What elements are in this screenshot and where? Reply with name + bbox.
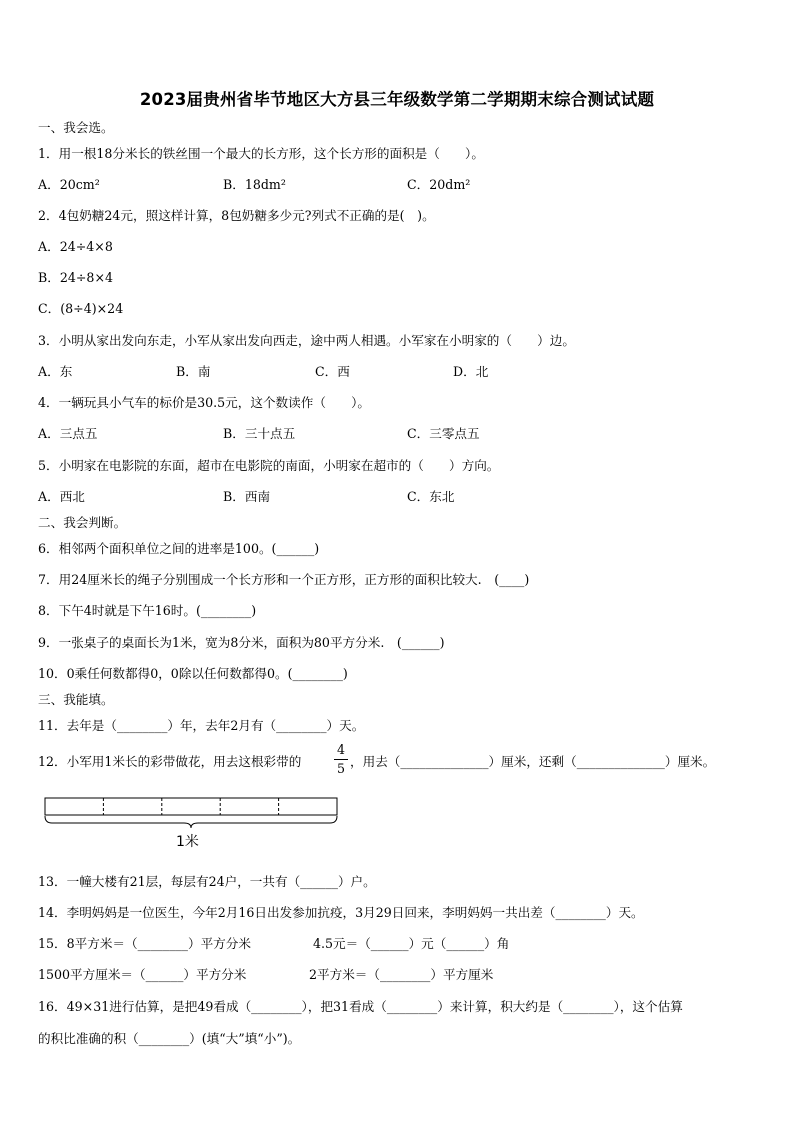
q2-option-b: B．24÷8×4: [38, 270, 114, 285]
question-2: 2．4包奶糖24元，照这样计算，8包奶糖多少元?列式不正确的是( )。: [38, 208, 435, 223]
section-heading-judge: 二、我会判断。: [38, 515, 127, 530]
ribbon-length-label: 1米: [176, 834, 199, 850]
question-12-before: 12．小军用1米长的彩带做花，用去这根彩带的: [38, 754, 302, 769]
section-heading-choice: 一、我会选。: [38, 120, 114, 135]
q3-option-b: B．南: [176, 364, 211, 379]
question-7: 7．用24厘米长的绳子分别围成一个长方形和一个正方形，正方形的面积比较大. (____): [38, 572, 530, 587]
q2-option-c: C．(8÷4)×24: [38, 301, 124, 316]
question-16-line2: 的积比准确的积（________）(填“大”填“小”)。: [38, 1031, 301, 1046]
q1-option-c: C．20dm²: [407, 177, 471, 192]
ribbon-diagram: [44, 797, 340, 829]
question-1: 1．用一根18分米长的铁丝围一个最大的长方形，这个长方形的面积是（ ）。: [38, 146, 484, 161]
question-9: 9．一张桌子的桌面长为1米，宽为8分米，面积为80平方分米. (______): [38, 635, 445, 650]
q3-option-d: D．北: [453, 364, 489, 379]
q4-option-c: C．三零点五: [407, 426, 480, 441]
question-10: 10．0乘任何数都得0，0除以任何数都得0。(________): [38, 666, 348, 681]
question-8: 8．下午4时就是下午16时。(________): [38, 603, 257, 618]
section-heading-fill: 三、我能填。: [38, 692, 114, 707]
fraction-numerator: 4: [336, 742, 345, 757]
q3-option-a: A．东: [38, 364, 73, 379]
q4-option-a: A．三点五: [38, 426, 98, 441]
question-4: 4．一辆玩具小气车的标价是30.5元，这个数读作（ ）。: [38, 395, 371, 410]
q4-option-b: B．三十点五: [223, 426, 296, 441]
question-12-after: ，用去（______________）厘米，还剩（______________）厘米。: [350, 754, 716, 769]
page-title: 2023届贵州省毕节地区大方县三年级数学第二学期期末综合测试试题: [139, 90, 655, 109]
question-15-line1a: 15．8平方米＝（________）平方分米: [38, 936, 251, 951]
q1-option-b: B．18dm²: [223, 177, 286, 192]
question-14: 14．李明妈妈是一位医生，今年2月16日出发参加抗疫，3月29日回来，李明妈妈一共出差（________）天。: [38, 905, 644, 920]
question-3: 3．小明从家出发向东走，小军从家出发向西走，途中两人相遇。小军家在小明家的（ ）边。: [38, 333, 575, 348]
question-15-line1b: 4.5元＝（______）元（______）角: [313, 936, 510, 951]
q5-option-b: B．西南: [223, 489, 271, 504]
fraction-four-fifths: [334, 742, 348, 777]
q3-option-c: C．西: [315, 364, 350, 379]
question-15-line2b: 2平方米＝（________）平方厘米: [309, 967, 494, 982]
question-5: 5．小明家在电影院的东面，超市在电影院的南面，小明家在超市的（ ）方向。: [38, 458, 500, 473]
ribbon-rect: [45, 798, 337, 815]
fraction-denominator: 5: [336, 761, 345, 776]
q2-option-a: A．24÷4×8: [38, 239, 113, 254]
question-13: 13．一幢大楼有21层，每层有24户，一共有（______）户。: [38, 874, 376, 889]
q1-option-a: A．20cm²: [38, 177, 100, 192]
question-15-line2a: 1500平方厘米＝（______）平方分米: [38, 967, 247, 982]
fraction-bar: [334, 759, 348, 760]
question-11: 11．去年是（________）年，去年2月有（________）天。: [38, 718, 365, 733]
q5-option-a: A．西北: [38, 489, 85, 504]
q5-option-c: C．东北: [407, 489, 455, 504]
question-16-line1: 16．49×31进行估算，是把49看成（________），把31看成（________）来计算，积大约是（________），这个估算: [38, 999, 683, 1014]
question-6: 6．相邻两个面积单位之间的进率是100。(______): [38, 541, 320, 556]
ribbon-brace: [45, 816, 337, 828]
